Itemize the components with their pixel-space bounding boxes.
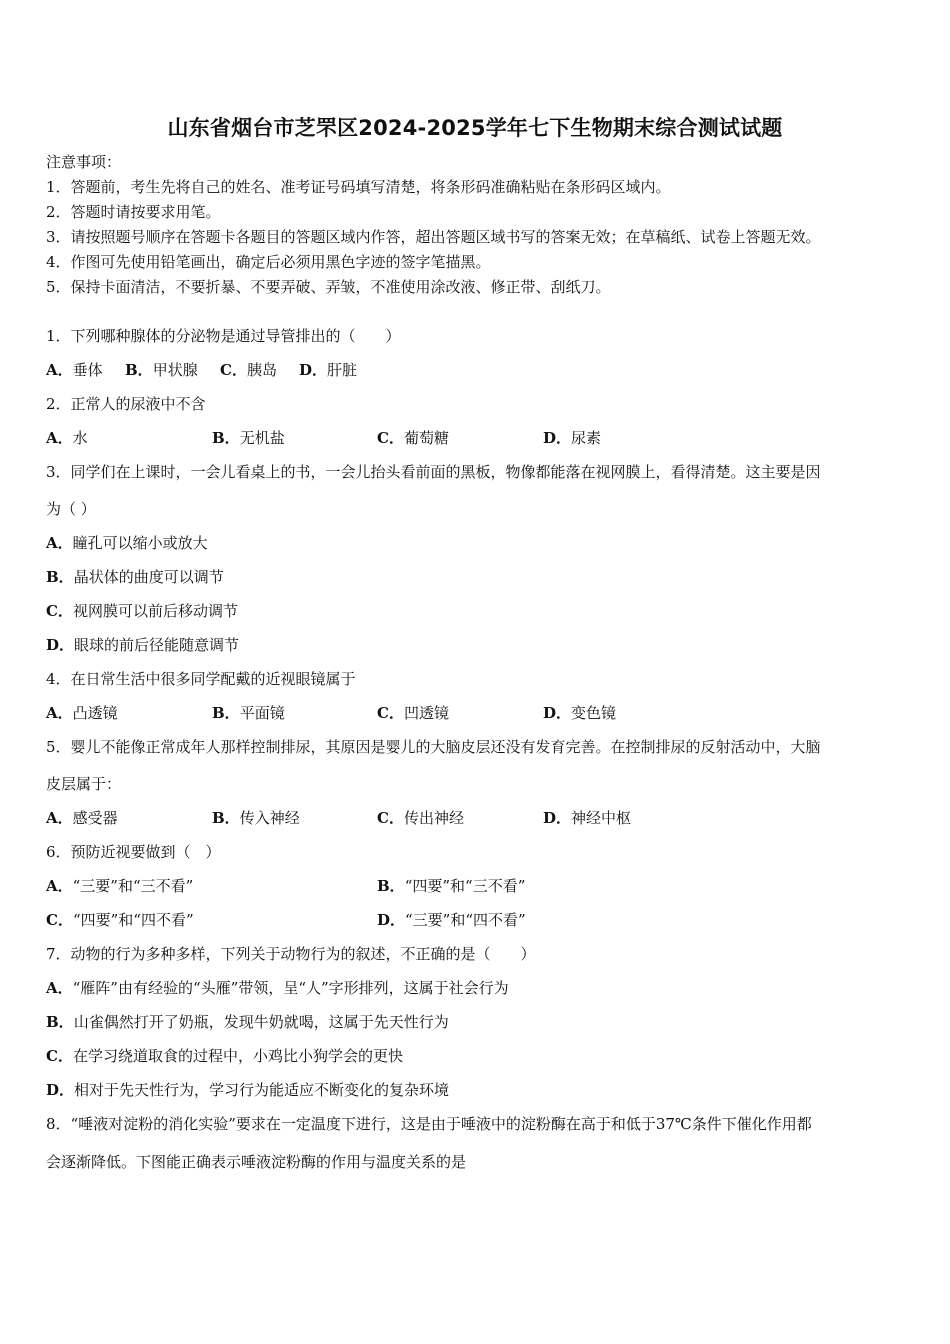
question-stem: 1．下列哪种腺体的分泌物是通过导管排出的（ ） xyxy=(46,327,401,345)
option-c: C．传出神经 xyxy=(377,809,464,827)
option-c: C．胰岛 xyxy=(220,361,277,379)
option-d: D．神经中枢 xyxy=(543,809,632,827)
option-b: B．山雀偶然打开了奶瓶，发现牛奶就喝，这属于先天性行为 xyxy=(46,1013,449,1031)
option-d: D．“三要”和“四不看” xyxy=(377,911,526,929)
question-stem: 8．“唾液对淀粉的消化实验”要求在一定温度下进行，这是由于唾液中的淀粉酶在高于和低于37℃条件下催化作用都 xyxy=(46,1115,812,1133)
notice-heading: 注意事项： xyxy=(46,153,122,171)
question-stem: 2．正常人的尿液中不含 xyxy=(46,395,206,413)
option-b: B．传入神经 xyxy=(212,809,300,827)
question-stem: 3．同学们在上课时，一会儿看桌上的书，一会儿抬头看前面的黑板，物像都能落在视网膜上，看得清楚。这主要是因 xyxy=(46,463,821,481)
notice-item: 2．答题时请按要求用笔。 xyxy=(46,203,221,221)
option-b: B．“四要”和“三不看” xyxy=(377,877,526,895)
option-b: B．平面镜 xyxy=(212,704,285,722)
question-stem: 7．动物的行为多种多样，下列关于动物行为的叙述，不正确的是（ ） xyxy=(46,945,536,963)
question-stem: 5．婴儿不能像正常成年人那样控制排尿，其原因是婴儿的大脑皮层还没有发育完善。在控制排尿的反射活动中，大脑 xyxy=(46,738,821,756)
notice-item: 3．请按照题号顺序在答题卡各题目的答题区域内作答，超出答题区域书写的答案无效；在草稿纸、试卷上答题无效。 xyxy=(46,228,821,246)
question-stem-cont: 为（ ） xyxy=(46,500,96,518)
option-a: A．水 xyxy=(46,429,88,447)
notice-item: 1．答题前，考生先将自己的姓名、准考证号码填写清楚，将条形码准确粘贴在条形码区域内。 xyxy=(46,178,671,196)
notice-item: 5．保持卡面清洁，不要折暴、不要弄破、弄皱，不准使用涂改液、修正带、刮纸刀。 xyxy=(46,278,611,296)
option-d: D．尿素 xyxy=(543,429,602,447)
option-d: D．相对于先天性行为，学习行为能适应不断变化的复杂环境 xyxy=(46,1081,450,1099)
option-a: A．瞳孔可以缩小或放大 xyxy=(46,534,208,552)
option-c: C．凹透镜 xyxy=(377,704,449,722)
option-c: C．“四要”和“四不看” xyxy=(46,911,194,929)
option-a: A．垂体 xyxy=(46,361,103,379)
option-a: A．“雁阵”由有经验的“头雁”带领，呈“人”字形排列，这属于社会行为 xyxy=(46,979,509,997)
question-stem: 4．在日常生活中很多同学配戴的近视眼镜属于 xyxy=(46,670,356,688)
question-stem-cont: 皮层属于： xyxy=(46,775,122,793)
option-c: C．在学习绕道取食的过程中，小鸡比小狗学会的更快 xyxy=(46,1047,403,1065)
option-b: B．无机盐 xyxy=(212,429,285,447)
option-d: D．眼球的前后径能随意调节 xyxy=(46,636,240,654)
option-c: C．葡萄糖 xyxy=(377,429,449,447)
option-d: D．肝脏 xyxy=(299,361,358,379)
page-title: 山东省烟台市芝罘区2024-2025学年七下生物期末综合测试试题 xyxy=(167,116,783,140)
question-stem-cont: 会逐渐降低。下图能正确表示唾液淀粉酶的作用与温度关系的是 xyxy=(46,1153,467,1171)
option-b: B．晶状体的曲度可以调节 xyxy=(46,568,224,586)
notice-item: 4．作图可先使用铅笔画出，确定后必须用黑色字迹的签字笔描黑。 xyxy=(46,253,491,271)
option-d: D．变色镜 xyxy=(543,704,617,722)
option-b: B．甲状腺 xyxy=(125,361,198,379)
option-a: A．感受器 xyxy=(46,809,118,827)
question-stem: 6．预防近视要做到（ ） xyxy=(46,843,221,861)
option-c: C．视网膜可以前后移动调节 xyxy=(46,602,238,620)
option-a: A．“三要”和“三不看” xyxy=(46,877,194,895)
option-a: A．凸透镜 xyxy=(46,704,118,722)
